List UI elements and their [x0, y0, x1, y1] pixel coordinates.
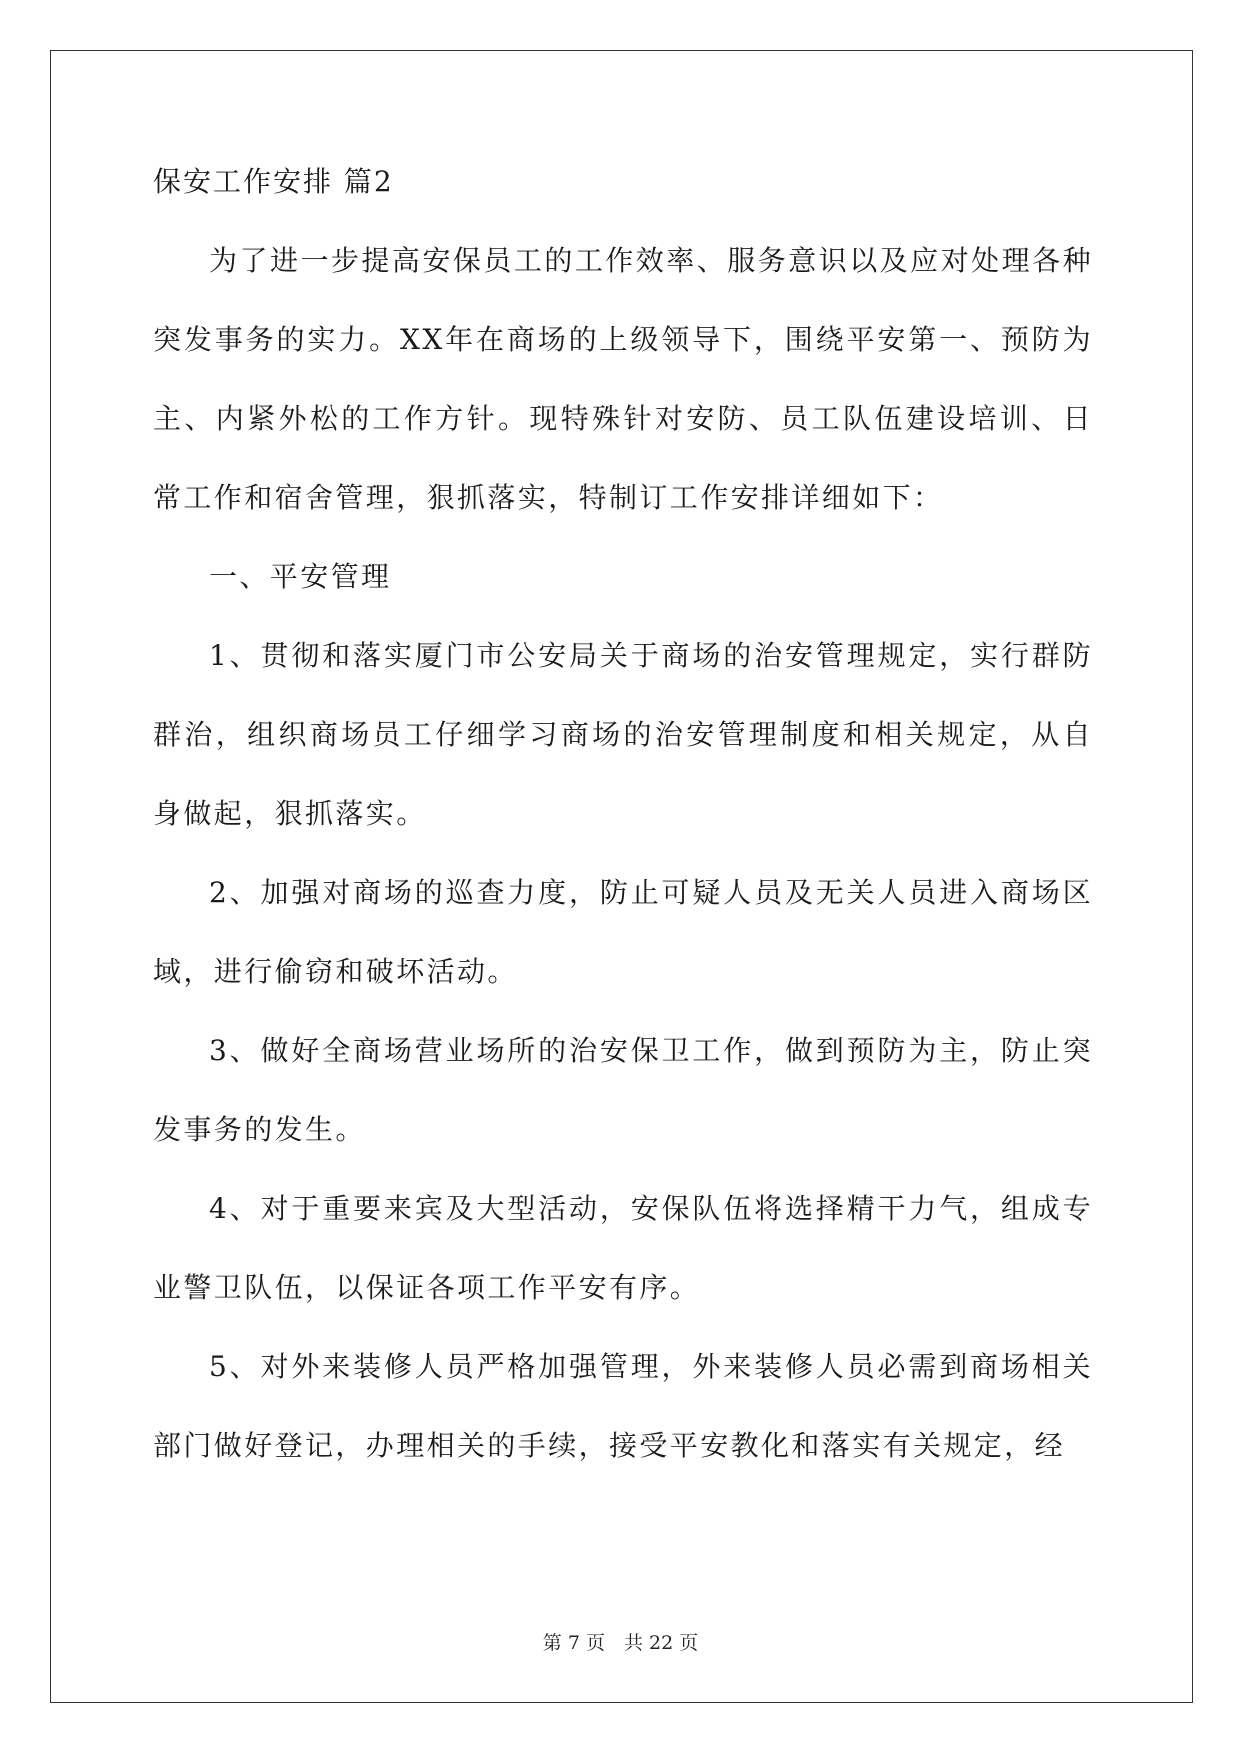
page-number-footer: 第 7 页 共 22 页: [542, 1632, 699, 1654]
paragraph-item-2: 2、加强对商场的巡查力度，防止可疑人员及无关人员进入商场区域，进行偷窃和破坏活动。: [153, 876, 1093, 988]
paragraph-intro: 为了进一步提高安保员工的工作效率、服务意识以及应对处理各种突发事务的实力。XX年在商场的上级领导下，围绕平安第一、预防为主、内紧外松的工作方针。现特殊针对安防、员工队伍建设培训、日常工作和宿舍管理，狠抓落实，特制订工作安排详细如下：: [153, 244, 1093, 514]
subheading-safety-management: 一、平安管理: [209, 560, 392, 593]
paragraph-item-5: 5、对外来装修人员严格加强管理，外来装修人员必需到商场相关部门做好登记，办理相关的手续，接受平安教化和落实有关规定，经: [153, 1350, 1093, 1462]
document-body: [153, 162, 1093, 1485]
paragraph-item-4: 4、对于重要来宾及大型活动，安保队伍将选择精干力气，组成专业警卫队伍，以保证各项工作平安有序。: [153, 1192, 1093, 1304]
section-heading: 保安工作安排 篇2: [153, 165, 394, 198]
paragraph-item-3: 3、做好全商场营业场所的治安保卫工作，做到预防为主，防止突发事务的发生。: [153, 1034, 1093, 1146]
paragraph-item-1: 1、贯彻和落实厦门市公安局关于商场的治安管理规定，实行群防群治，组织商场员工仔细学习商场的治安管理制度和相关规定，从自身做起，狠抓落实。: [153, 639, 1093, 830]
